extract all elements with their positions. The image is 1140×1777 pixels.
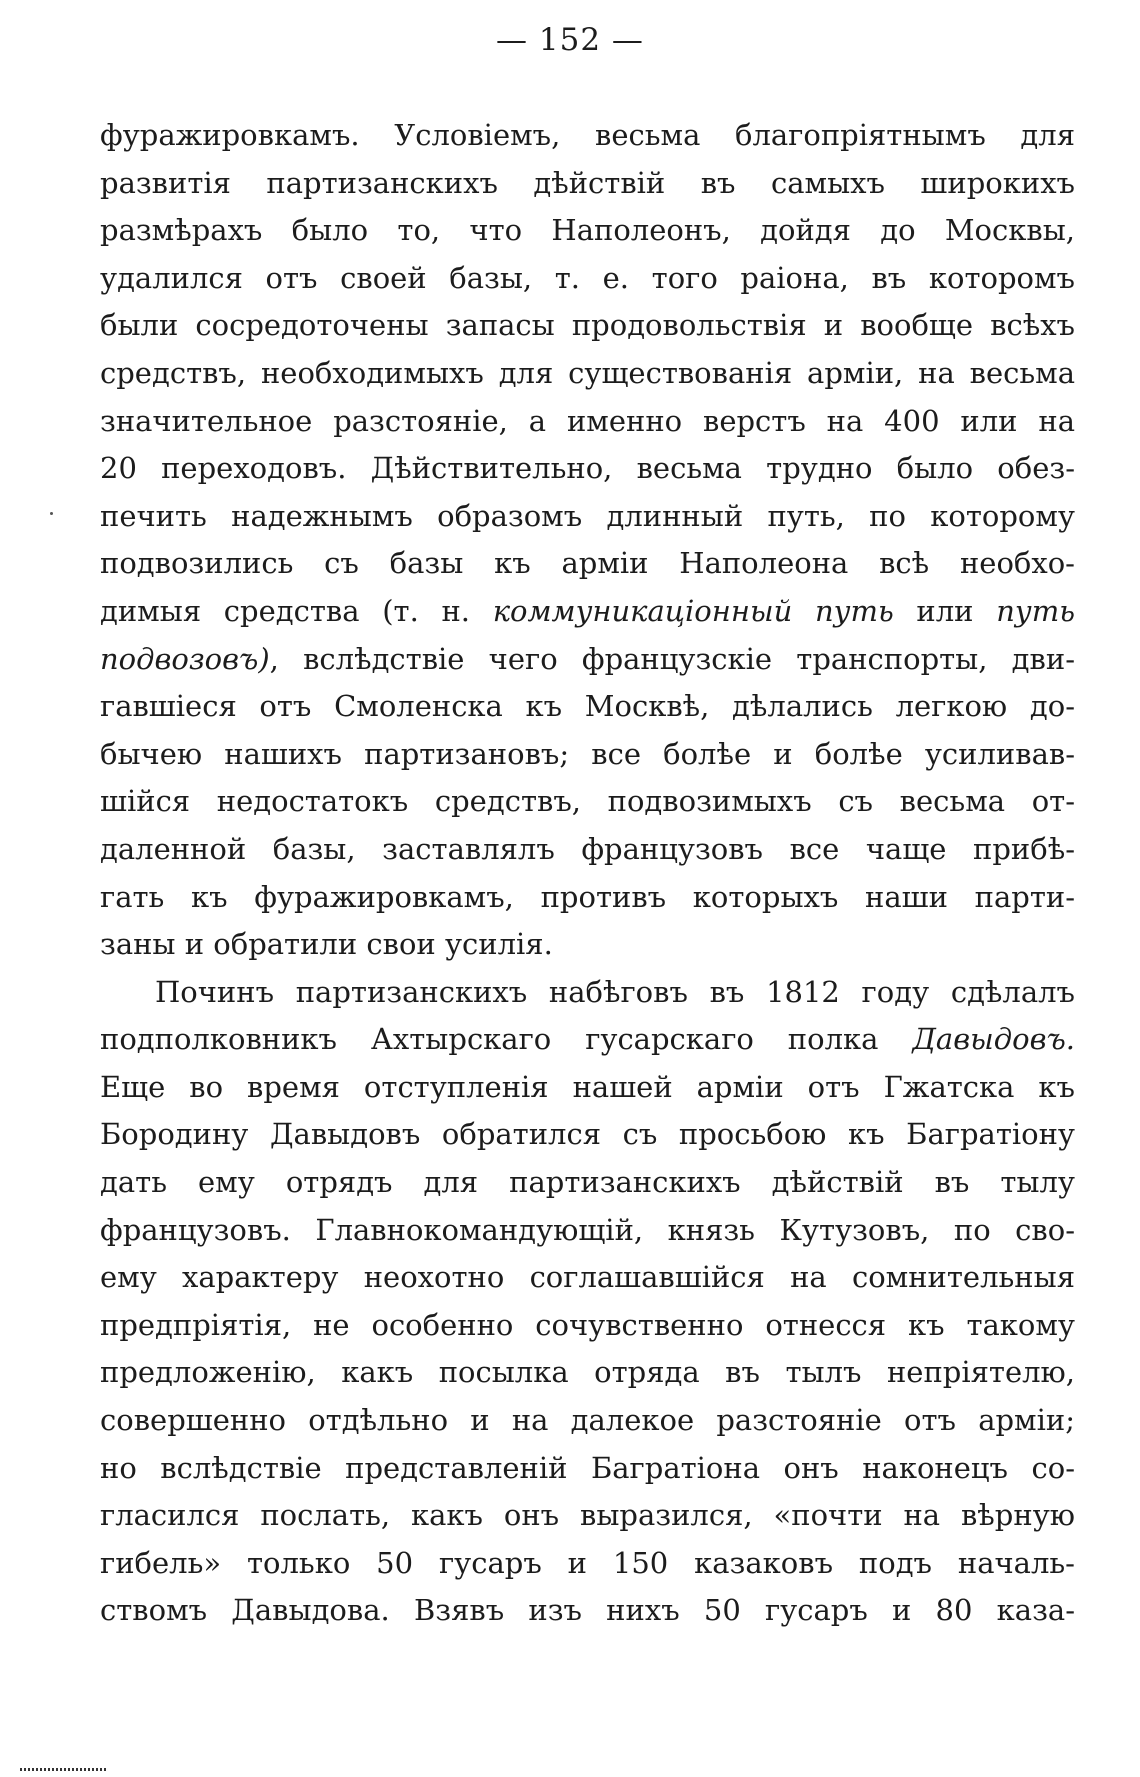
text-segment: предпріятія, не особенно сочувственно отнесся къ такому	[100, 1307, 1075, 1342]
text-segment: средствъ, необходимыхъ для существованія арміи, на весьма	[100, 355, 1075, 390]
text-line	[100, 255, 1075, 303]
text-segment: ему характеру неохотно соглашавшійся на сомнительныя	[100, 1260, 1075, 1295]
text-segment: даленной базы, заставлялъ французовъ все чаще прибѣ-	[100, 831, 1075, 866]
text-segment: печить надежнымъ образомъ длинный путь, по которому	[100, 498, 1075, 533]
text-segment: значительное разстояніе, а именно верстъ на 400 или на	[100, 403, 1075, 438]
text-segment: но вслѣдствіе представленій Багратіона онъ наконецъ со-	[100, 1450, 1075, 1485]
text-line	[100, 636, 1075, 684]
text-line	[100, 350, 1075, 398]
text-line	[100, 207, 1075, 255]
text-line	[100, 683, 1075, 731]
text-line	[100, 1159, 1075, 1207]
text-line	[100, 160, 1075, 208]
text-line	[100, 874, 1075, 922]
text-segment: удалился отъ своей базы, т. е. того раіона, въ которомъ	[100, 260, 1075, 295]
text-segment: гать къ фуражировкамъ, противъ которыхъ наши парти-	[100, 879, 1075, 914]
text-segment: фуражировкамъ. Условіемъ, весьма благопріятнымъ для	[100, 118, 1075, 152]
text-segment: размѣрахъ было то, что Наполеонъ, дойдя до Москвы,	[100, 213, 1075, 248]
text-line	[100, 1587, 1075, 1635]
text-segment: предложенію, какъ посылка отряда въ тылъ непріятелю,	[100, 1355, 1075, 1390]
text-line	[100, 1397, 1075, 1445]
text-line	[100, 1207, 1075, 1255]
text-segment: были сосредоточены запасы продовольствія и вообще всѣхъ	[100, 308, 1075, 343]
text-line	[100, 1016, 1075, 1064]
text-line	[100, 921, 1075, 969]
text-line	[100, 1254, 1075, 1302]
text-line	[100, 826, 1075, 874]
text-line	[100, 1492, 1075, 1540]
italic-text: коммуникаціонный путь	[492, 593, 894, 628]
text-segment: , вслѣдствіе чего французскіе транспорты, дви-	[269, 641, 1075, 676]
text-line	[100, 1111, 1075, 1159]
text-segment: 20 переходовъ. Дѣйствительно, весьма трудно было обез-	[100, 451, 1075, 486]
text-line	[100, 731, 1075, 779]
text-segment: заны и обратили свои усилія.	[100, 927, 553, 962]
text-segment: развитія партизанскихъ дѣйствій въ самыхъ широкихъ	[100, 165, 1075, 200]
text-segment: Бородину Давыдовъ обратился съ просьбою къ Багратіону	[100, 1117, 1075, 1152]
italic-text: подвозовъ)	[100, 641, 270, 676]
text-segment: гласился послать, какъ онъ выразился, «почти на вѣрную	[100, 1498, 1075, 1533]
text-line	[100, 778, 1075, 826]
text-line	[100, 1540, 1075, 1588]
bottom-edge-mark	[20, 1768, 108, 1771]
text-segment: гибель» только 50 гусаръ и 150 казаковъ подъ началь-	[100, 1545, 1075, 1580]
text-segment: дать ему отрядъ для партизанскихъ дѣйствій въ тылу	[100, 1165, 1075, 1200]
text-line	[100, 493, 1075, 541]
text-line	[100, 1302, 1075, 1350]
body-text	[100, 112, 1075, 1635]
text-segment: совершенно отдѣльно и на далекое разстояніе отъ арміи;	[100, 1403, 1075, 1438]
text-segment: димыя средства (т. н.	[100, 593, 493, 628]
text-segment: подвозились съ базы къ арміи Наполеона всѣ необхо-	[100, 546, 1075, 581]
text-line	[100, 302, 1075, 350]
text-segment: шійся недостатокъ средствъ, подвозимыхъ съ весьма от-	[100, 784, 1075, 819]
text-line	[100, 112, 1075, 160]
text-line	[100, 540, 1075, 588]
italic-text: путь	[996, 593, 1075, 628]
text-segment: французовъ. Главнокомандующій, князь Кутузовъ, по сво-	[100, 1212, 1075, 1247]
text-segment: или	[893, 593, 997, 628]
text-segment: бычею нашихъ партизановъ; все болѣе и болѣе усиливав-	[100, 736, 1075, 771]
text-line	[100, 445, 1075, 493]
text-line	[100, 1445, 1075, 1493]
italic-text: Давыдовъ.	[912, 1022, 1075, 1057]
text-segment: Еще во время отступленія нашей арміи отъ Гжатска къ	[100, 1069, 1075, 1104]
text-segment: ствомъ Давыдова. Взявъ изъ нихъ 50 гусаръ и 80 каза-	[100, 1593, 1075, 1628]
margin-speck	[50, 512, 53, 515]
text-segment: гавшіеся отъ Смоленска къ Москвѣ, дѣлались легкою до-	[100, 689, 1075, 724]
text-segment: подполковникъ Ахтырскаго гусарскаго полка	[100, 1022, 913, 1057]
text-segment: Починъ партизанскихъ набѣговъ въ 1812 году сдѣлалъ	[155, 974, 1075, 1009]
text-line	[100, 588, 1075, 636]
text-line	[100, 1064, 1075, 1112]
page-number: — 152 —	[496, 22, 644, 58]
text-line	[100, 398, 1075, 446]
text-line	[100, 969, 1075, 1017]
text-line	[100, 1349, 1075, 1397]
